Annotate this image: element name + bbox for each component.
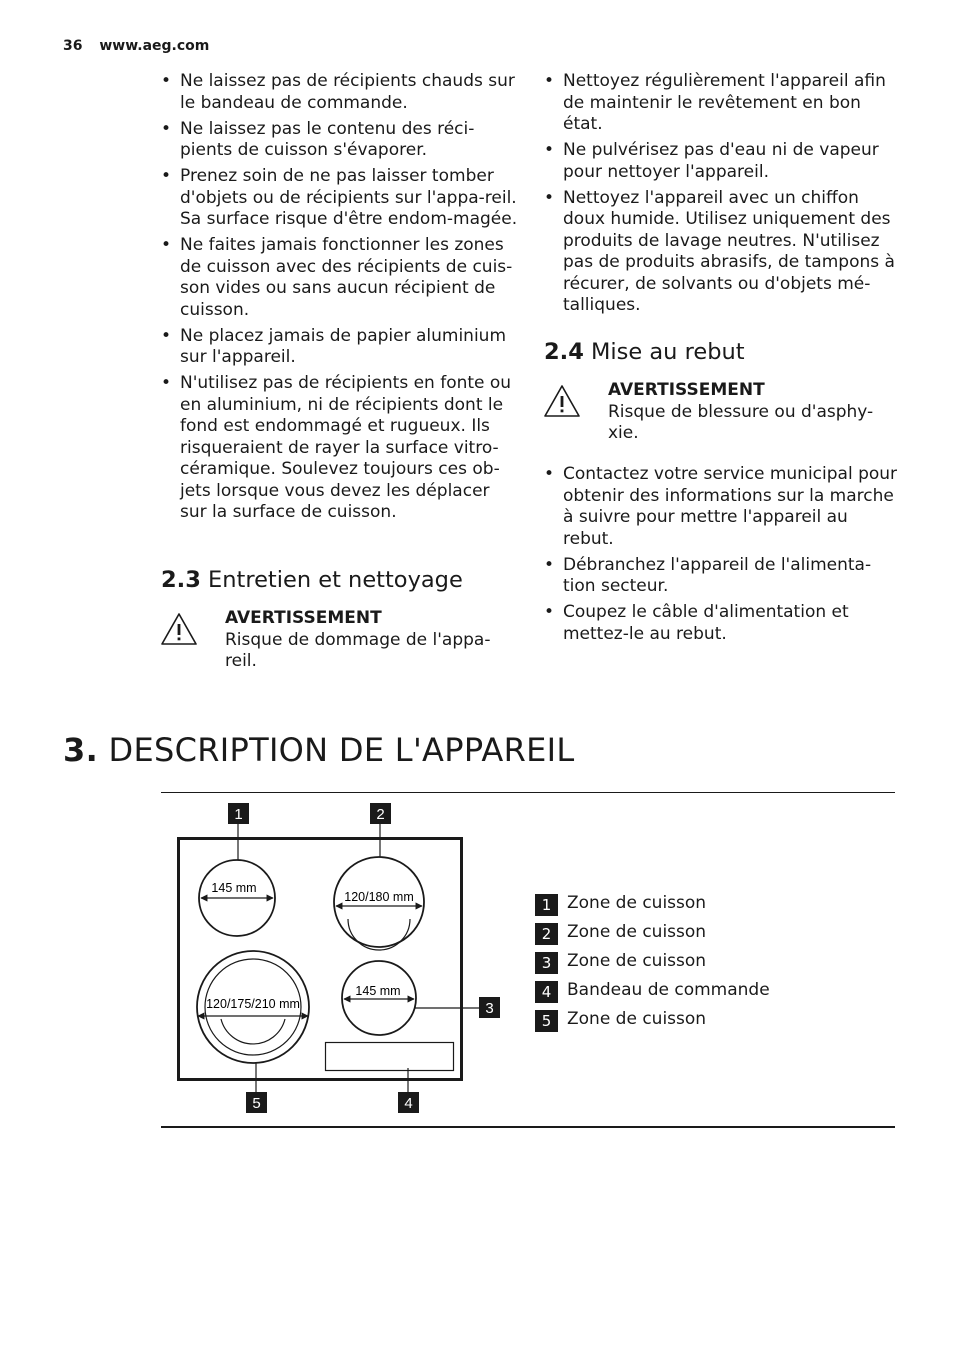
section-number: 2.3: [161, 567, 201, 593]
warning-title: AVERTISSEMENT: [225, 608, 382, 628]
list-item: • Nettoyez régulièrement l'appareil afin de maintenir le revêtement en bon état.: [544, 71, 899, 136]
page-header: [63, 38, 209, 54]
legend-number: 1: [535, 894, 558, 916]
control-panel: [326, 1043, 454, 1071]
list-item: • Nettoyez l'appareil avec un chiffon doux humide. Utilisez uniquement des produits de lavage neutres. N'utilisez pas de produits abrasifs, de tampons à récurer, de solvants ou d'objets mé-talliques.: [544, 188, 899, 317]
chapter-number: 3.: [63, 731, 99, 769]
warning-block: [608, 380, 898, 445]
chapter-heading: [63, 731, 574, 769]
list-item: • Coupez le câble d'alimentation et mettez-le au rebut.: [544, 602, 899, 645]
legend-number: 5: [535, 1010, 558, 1032]
legend-number: 4: [535, 981, 558, 1003]
callout-5: [246, 1092, 267, 1113]
list-item: • Ne faites jamais fonctionner les zones de cuisson avec des récipients de cuis-son vides ou sans aucun récipient de cuisson.: [161, 235, 521, 321]
svg-text:3: 3: [485, 1000, 494, 1017]
callout-4: [398, 1092, 419, 1113]
callout-2: [370, 803, 391, 824]
svg-text:4: 4: [404, 1095, 413, 1112]
list-item: • Prenez soin de ne pas laisser tomber d'objets ou de récipients sur l'appa-reil. Sa surface risque d'être endom-magée.: [161, 166, 521, 231]
list-item: • Ne pulvérisez pas d'eau ni de vapeur pour nettoyer l'appareil.: [544, 140, 899, 183]
callout-3: [479, 997, 500, 1018]
warning-triangle-icon: [160, 612, 198, 646]
legend-label: Zone de cuisson: [567, 1008, 707, 1029]
figure-bottom-rule: [161, 1126, 895, 1128]
figure-legend: [535, 888, 770, 1033]
section-number: 2.4: [544, 339, 584, 365]
legend-label: Bandeau de commande: [567, 979, 770, 1000]
zone-1-size-label: 145 mm: [211, 881, 257, 895]
legend-number: 3: [535, 952, 558, 974]
legend-number: 2: [535, 923, 558, 945]
warning-text: Risque de dommage de l'appa-reil.: [225, 629, 491, 671]
list-item: • Ne placez jamais de papier aluminium sur l'appareil.: [161, 326, 521, 369]
callout-1: [228, 803, 249, 824]
section-heading-2-4: [544, 339, 745, 365]
svg-text:1: 1: [234, 806, 243, 823]
warning-title: AVERTISSEMENT: [608, 380, 765, 400]
legend-label: Zone de cuisson: [567, 892, 707, 913]
zone-3-size-label: 145 mm: [355, 984, 401, 998]
legend-item: [535, 946, 770, 975]
section-title: Mise au rebut: [591, 339, 745, 365]
list-item: • Ne laissez pas de récipients chauds sur le bandeau de commande.: [161, 71, 521, 114]
list-item: • Ne laissez pas le contenu des réci-pients de cuisson s'évaporer.: [161, 119, 521, 162]
section-title: Entretien et nettoyage: [208, 567, 463, 593]
list-item: • Débranchez l'appareil de l'alimenta-tion secteur.: [544, 555, 899, 598]
chapter-title: DESCRIPTION DE L'APPAREIL: [108, 731, 575, 769]
svg-text:2: 2: [376, 806, 385, 823]
legend-label: Zone de cuisson: [567, 950, 707, 971]
hob-diagram: [161, 795, 506, 1120]
warning-text: Risque de blessure ou d'asphy-xie.: [608, 401, 874, 443]
legend-item: [535, 975, 770, 1004]
warning-block: [225, 608, 515, 673]
svg-text:5: 5: [252, 1095, 261, 1112]
figure-top-rule: [161, 792, 895, 793]
legend-item: [535, 917, 770, 946]
warning-triangle-icon: [543, 384, 581, 418]
header-url[interactable]: www.aeg.com: [99, 38, 210, 54]
list-item: • Contactez votre service municipal pour obtenir des informations sur la marche à suivre pour mettre l'appareil au rebut.: [544, 464, 899, 550]
legend-item: [535, 888, 770, 917]
legend-item: [535, 1004, 770, 1033]
page-number: 36: [63, 38, 83, 54]
legend-label: Zone de cuisson: [567, 921, 707, 942]
left-bullet-list: [161, 71, 521, 528]
right-bullet-list: [544, 71, 899, 321]
zone-2-size-label: 120/180 mm: [344, 890, 414, 904]
list-item: • N'utilisez pas de récipients en fonte ou en aluminium, ni de récipients dont le fond est endommagé et rugueux. Ils risqueraient de rayer la surface vitro-céramique. Soulevez toujours ces ob-jets lorsque vous devez les déplacer sur la surface de cuisson.: [161, 373, 521, 524]
disposal-bullet-list: [544, 464, 899, 650]
section-heading-2-3: [161, 567, 463, 593]
zone-5-size-label: 120/175/210 mm: [206, 997, 300, 1011]
